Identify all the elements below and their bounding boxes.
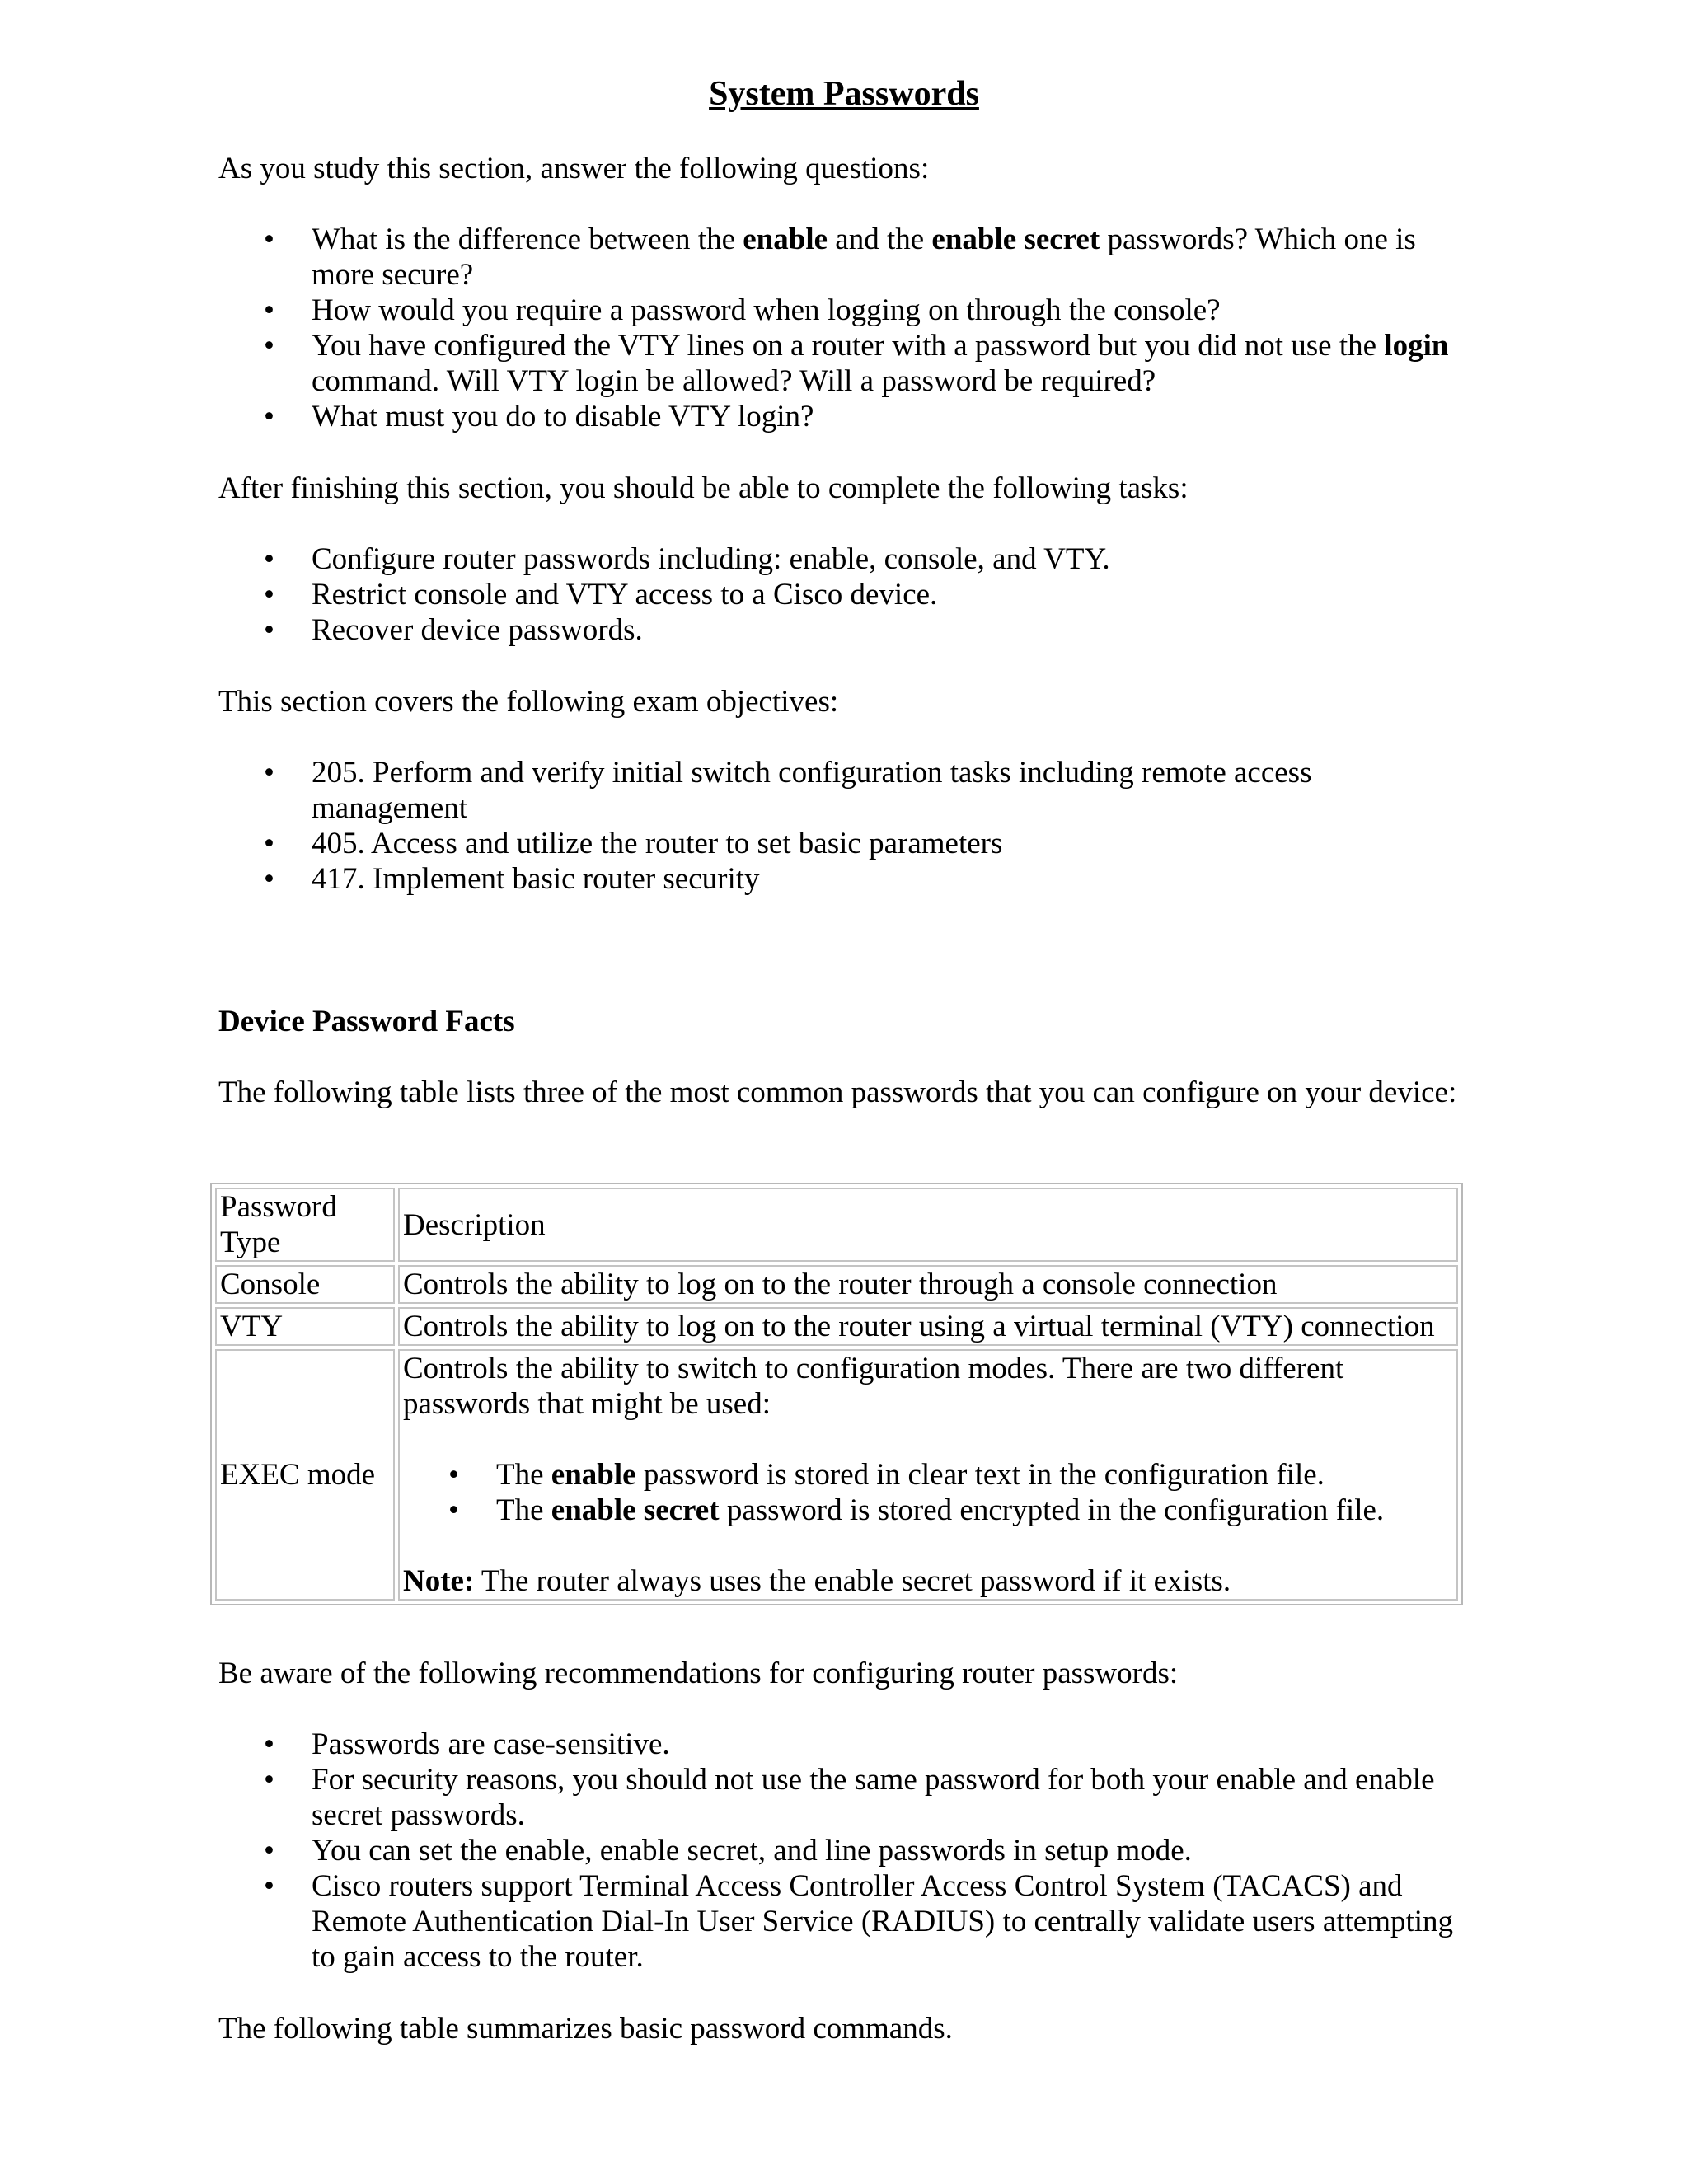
- list-item: • Passwords are case-sensitive.: [218, 1727, 1471, 1762]
- list-item: • What must you do to disable VTY login?: [218, 399, 1471, 434]
- list-item: • Recover device passwords.: [218, 612, 1471, 648]
- list-item: • Restrict console and VTY access to a Cisco device.: [218, 577, 1471, 612]
- tasks-list: [218, 541, 1471, 648]
- table-row: [215, 1349, 1458, 1601]
- list-item: • 405. Access and utilize the router to set basic parameters: [218, 826, 1471, 861]
- tasks-intro: After finishing this section, you should be able to complete the following tasks:: [218, 471, 1189, 505]
- table-header-row: [215, 1188, 1458, 1262]
- cell-description: Controls the ability to log on to the router using a virtual terminal (VTY) connection: [398, 1307, 1458, 1346]
- list-item: • How would you require a password when logging on through the console?: [218, 293, 1471, 328]
- list-item: • Cisco routers support Terminal Access Controller Access Control System (TACACS) and Remote Authentication Dial-In User Service (RADIUS) to centrally validate users attempting to gain access to the router.: [218, 1868, 1471, 1975]
- recommendations-intro: Be aware of the following recommendations for configuring router passwords:: [218, 1657, 1179, 1690]
- table-row: [215, 1265, 1458, 1304]
- exec-password-list: [403, 1457, 1453, 1528]
- list-item: • Configure router passwords including: enable, console, and VTY.: [218, 541, 1471, 577]
- exec-description: Controls the ability to switch to configuration modes. There are two different passwords that might be used:: [403, 1352, 1344, 1421]
- cell-type: EXEC mode: [215, 1349, 395, 1601]
- list-item: • The enable secret password is stored encrypted in the configuration file.: [403, 1493, 1453, 1528]
- objectives-list: [218, 755, 1471, 897]
- cell-type: Console: [215, 1265, 395, 1304]
- header-password-type: Password Type: [215, 1188, 395, 1262]
- objectives-intro: This section covers the following exam objectives:: [218, 685, 839, 719]
- list-item: • What is the difference between the enable and the enable secret passwords? Which one is more secure?: [218, 222, 1471, 293]
- list-item: • You have configured the VTY lines on a router with a password but you did not use the login command. Will VTY login be allowed? Will a password be required?: [218, 328, 1471, 399]
- header-description: Description: [398, 1188, 1458, 1262]
- cell-type: VTY: [215, 1307, 395, 1346]
- questions-intro: As you study this section, answer the following questions:: [218, 152, 930, 185]
- list-item: • The enable password is stored in clear text in the configuration file.: [403, 1457, 1453, 1493]
- recommendations-list: [218, 1727, 1471, 1975]
- list-item: • For security reasons, you should not use the same password for both your enable and enable secret passwords.: [218, 1762, 1471, 1833]
- cell-description: [398, 1349, 1458, 1601]
- list-item: • 205. Perform and verify initial switch configuration tasks including remote access management: [218, 755, 1471, 826]
- list-item: • 417. Implement basic router security: [218, 861, 1471, 897]
- section-heading: Device Password Facts: [218, 1005, 515, 1038]
- table-row: [215, 1307, 1458, 1346]
- questions-list: [218, 222, 1471, 434]
- exec-note: Note: The router always uses the enable secret password if it exists.: [403, 1564, 1231, 1598]
- summary-text: The following table summarizes basic password commands.: [218, 2012, 953, 2046]
- password-types-table: [210, 1183, 1463, 1605]
- cell-description: Controls the ability to log on to the router through a console connection: [398, 1265, 1458, 1304]
- list-item: • You can set the enable, enable secret, and line passwords in setup mode.: [218, 1833, 1471, 1868]
- page-title: System Passwords: [709, 75, 979, 113]
- table-intro: The following table lists three of the most common passwords that you can configure on your device:: [218, 1076, 1457, 1109]
